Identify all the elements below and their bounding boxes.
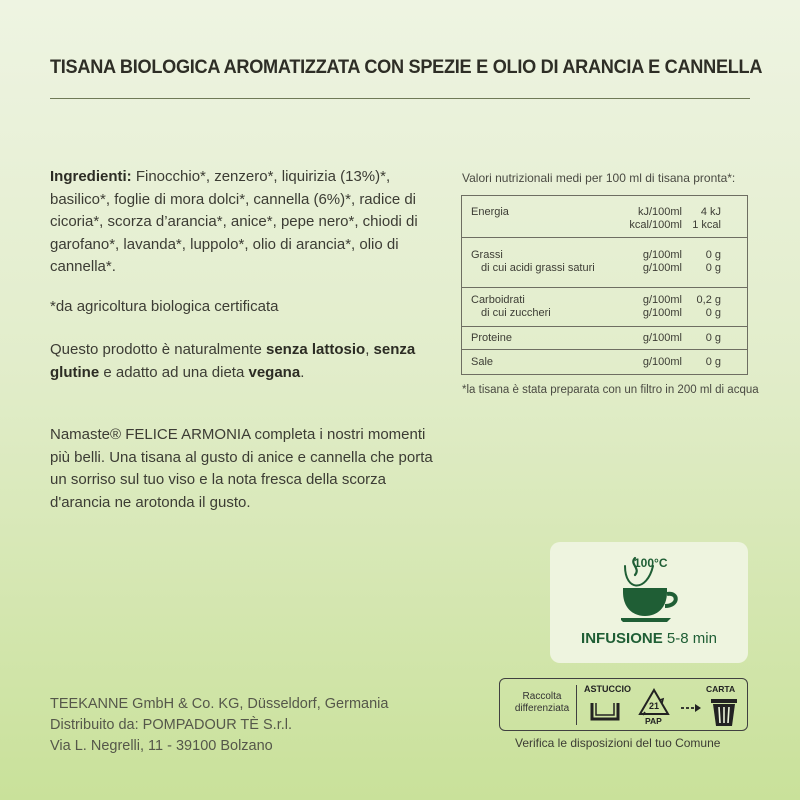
nutrient-unit: g/100ml [642, 262, 682, 274]
nutrition-row-carbs [462, 288, 747, 327]
nutrition-table [461, 195, 748, 375]
nutrient-unit: g/100ml [642, 332, 682, 344]
nutrition-caption: Valori nutrizionali medi per 100 ml di tisana pronta*: [462, 171, 736, 185]
distributor-line: Distribuito da: POMPADOUR TÈ S.r.l. [50, 717, 292, 733]
material-code: PAP [645, 716, 662, 726]
lactose-free-label: senza lattosio [265, 341, 366, 358]
nutrient-value: 4 kJ [700, 206, 721, 218]
separate-collection-line-1: Raccolta [522, 691, 562, 702]
recycling-code: 21 [648, 701, 660, 711]
infusion-label: INFUSIONE [581, 630, 663, 647]
company-info [50, 694, 445, 757]
nutrition-row-energy [462, 196, 747, 238]
free-from-text-1: Questo prodotto è naturalmente [50, 341, 262, 358]
arrow-right-icon [680, 703, 702, 713]
ingredients-text: Finocchio*, zenzero*, liquirizia (13%)*, basilico*, foglie di mora dolci*, cannella (6%)*, radice di cicoria*, scorza d’arancia*, anice*, pepe nero*, chiodi di garofano*, lavanda*, luppolo*, olio di arancia*, olio di cannella*. [50, 168, 418, 275]
destination-label: CARTA [706, 684, 736, 694]
component-label: ASTUCCIO [584, 684, 631, 694]
vegan-label: vegana [248, 363, 301, 381]
nutrient-value: 0 g [705, 356, 721, 368]
nutrition-row-protein [462, 327, 747, 350]
nutrient-unit: g/100ml [642, 307, 682, 319]
nutrient-unit: kJ/100ml [637, 206, 682, 218]
nutrient-subname: di cui zuccheri [481, 307, 551, 319]
infusion-time-label [550, 630, 748, 647]
nutrient-unit: g/100ml [642, 249, 682, 261]
nutrient-value: 0 g [705, 249, 721, 261]
nutrient-name: Sale [471, 356, 494, 368]
nutrition-row-fat [462, 238, 747, 288]
infusion-time: 5-8 min [666, 630, 717, 647]
recycling-triangle-icon [636, 687, 672, 719]
free-from-text-2: , [365, 341, 370, 358]
free-from-text-4: . [300, 363, 305, 381]
gluten-free-label: senza glutine [50, 341, 416, 381]
nutrient-subname: di cui acidi grassi saturi [481, 262, 595, 274]
manufacturer-line: TEEKANNE GmbH & Co. KG, Düsseldorf, Germania [50, 696, 389, 712]
recycling-caption: Verifica le disposizioni del tuo Comune [515, 736, 721, 750]
nutrition-footnote: *la tisana è stata preparata con un filtro in 200 ml di acqua [462, 384, 759, 396]
organic-note: *da agricoltura biologica certificata [50, 298, 279, 315]
ingredients-paragraph [50, 166, 445, 279]
recycling-bin-icon [709, 695, 739, 727]
nutrient-value: 0 g [705, 307, 721, 319]
temperature-label: 100°C [634, 556, 668, 570]
nutrient-name: Carboidrati [471, 294, 525, 306]
address-line: Via L. Negrelli, 11 - 39100 Bolzano [50, 738, 273, 754]
recycling-box [499, 678, 748, 731]
box-icon [590, 699, 620, 723]
nutrition-row-salt [462, 350, 747, 374]
nutrient-unit: g/100ml [642, 356, 682, 368]
nutrient-value: 1 kcal [692, 219, 721, 231]
nutrient-unit: kcal/100ml [629, 219, 682, 231]
product-description: Namaste® FELICE ARMONIA completa i nostri momenti più belli. Una tisana al gusto di anice e cannella che porta un sorriso sul tuo viso e la nota fresca della scorza d'arancia ne arotonda il gusto. [50, 426, 433, 511]
separate-collection-line-2: differenziata [514, 703, 570, 714]
product-title: TISANA BIOLOGICA AROMATIZZATA CON SPEZIE E OLIO DI ARANCIA E CANNELLA [50, 56, 763, 78]
free-from-text-3: e adatto ad una dieta [103, 363, 245, 381]
separate-collection-label [512, 691, 572, 715]
title-divider [50, 98, 750, 99]
nutrient-value: 0,2 g [696, 294, 721, 306]
nutrient-value: 0 g [705, 262, 721, 274]
nutrient-unit: g/100ml [642, 294, 682, 306]
ingredients-label: Ingredienti: [50, 168, 132, 185]
free-from-note [50, 339, 445, 384]
infusion-card [550, 542, 748, 663]
nutrient-name: Proteine [471, 332, 512, 344]
nutrient-value: 0 g [705, 332, 721, 344]
nutrient-name: Energia [471, 206, 509, 218]
nutrient-name: Grassi [471, 249, 503, 261]
recycling-divider [576, 685, 577, 725]
